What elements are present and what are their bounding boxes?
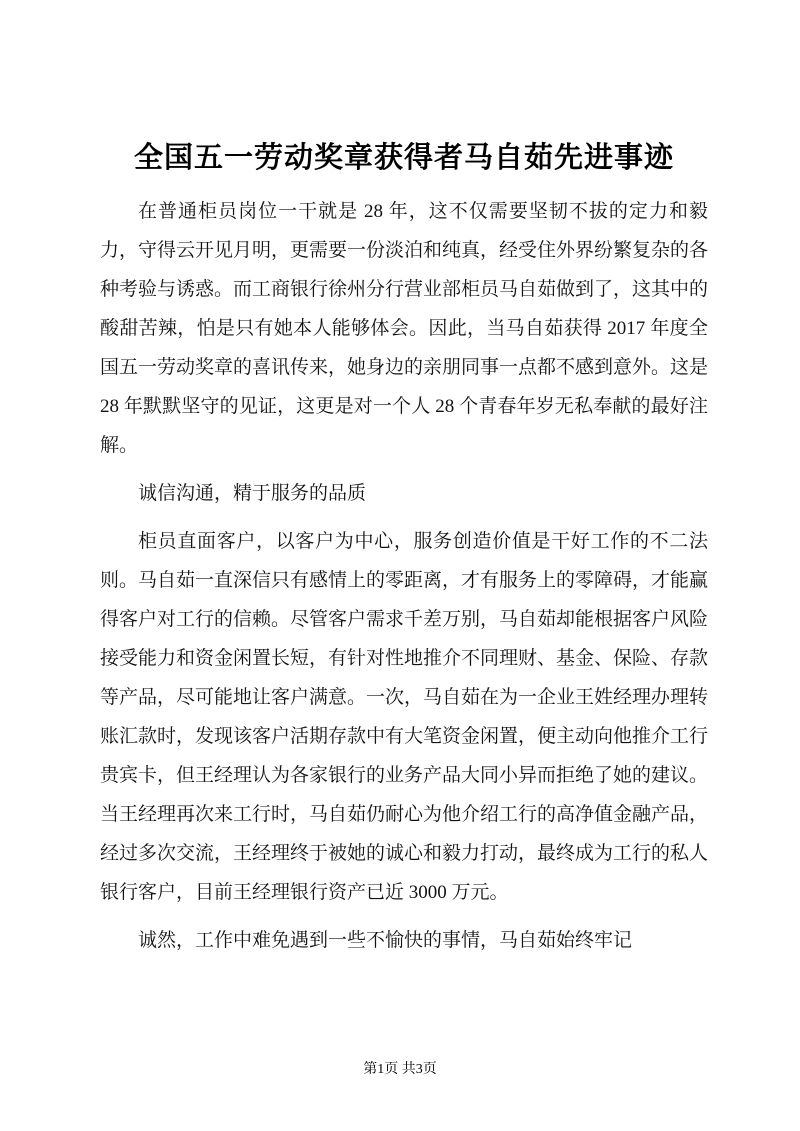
page-number: 第1页 共3页: [363, 1062, 437, 1077]
document-title: 全国五一劳动奖章获得者马自茹先进事迹: [133, 142, 674, 174]
paragraph: 在普通柜员岗位一干就是 28 年，这不仅需要坚韧不拔的定力和毅力，守得云开见月明，更需要一份淡泊和纯真，经受住外界纷繁复杂的各种考验与诱惑。而工商银行徐州分行营业部柜员马自茹做到了，这其中的酸甜苦辣，怕是只有她本人能够体会。因此，当马自茹获得 2017 年度全国五一劳动奖章的喜讯传来，她身边的亲朋同事一点都不感到意外。这是 28 年默默坚守的见证，这更是对一个人 28 个青春年岁无私奉献的最好注解。: [100, 201, 709, 456]
paragraph: 诚然，工作中难免遇到一些不愉快的事情，马自茹始终牢记: [138, 930, 633, 951]
paragraph: 诚信沟通，精于服务的品质: [138, 483, 367, 504]
page-footer: [0, 1061, 800, 1079]
paragraph: 柜员直面客户，以客户为中心，服务创造价值是干好工作的不二法则。马自茹一直深信只有感情上的零距离，才有服务上的零障碍，才能赢得客户对工行的信赖。尽管客户需求千差万别，马自茹却能根据客户风险接受能力和资金闲置长短，有针对性地推介不同理财、基金、保险、存款等产品，尽可能地让客户满意。一次，马自茹在为一企业王姓经理办理转账汇款时，发现该客户活期存款中有大笔资金闲置，便主动向他推介工行贵宾卡，但王经理认为各家银行的业务产品大同小异而拒绝了她的建议。当王经理再次来工行时，马自茹仍耐心为他介绍工行的高净值金融产品，经过多次交流，王经理终于被她的诚心和毅力打动，最终成为工行的私人银行客户，目前王经理银行资产已近 3000 万元。: [100, 531, 709, 903]
document-body: [100, 192, 708, 960]
